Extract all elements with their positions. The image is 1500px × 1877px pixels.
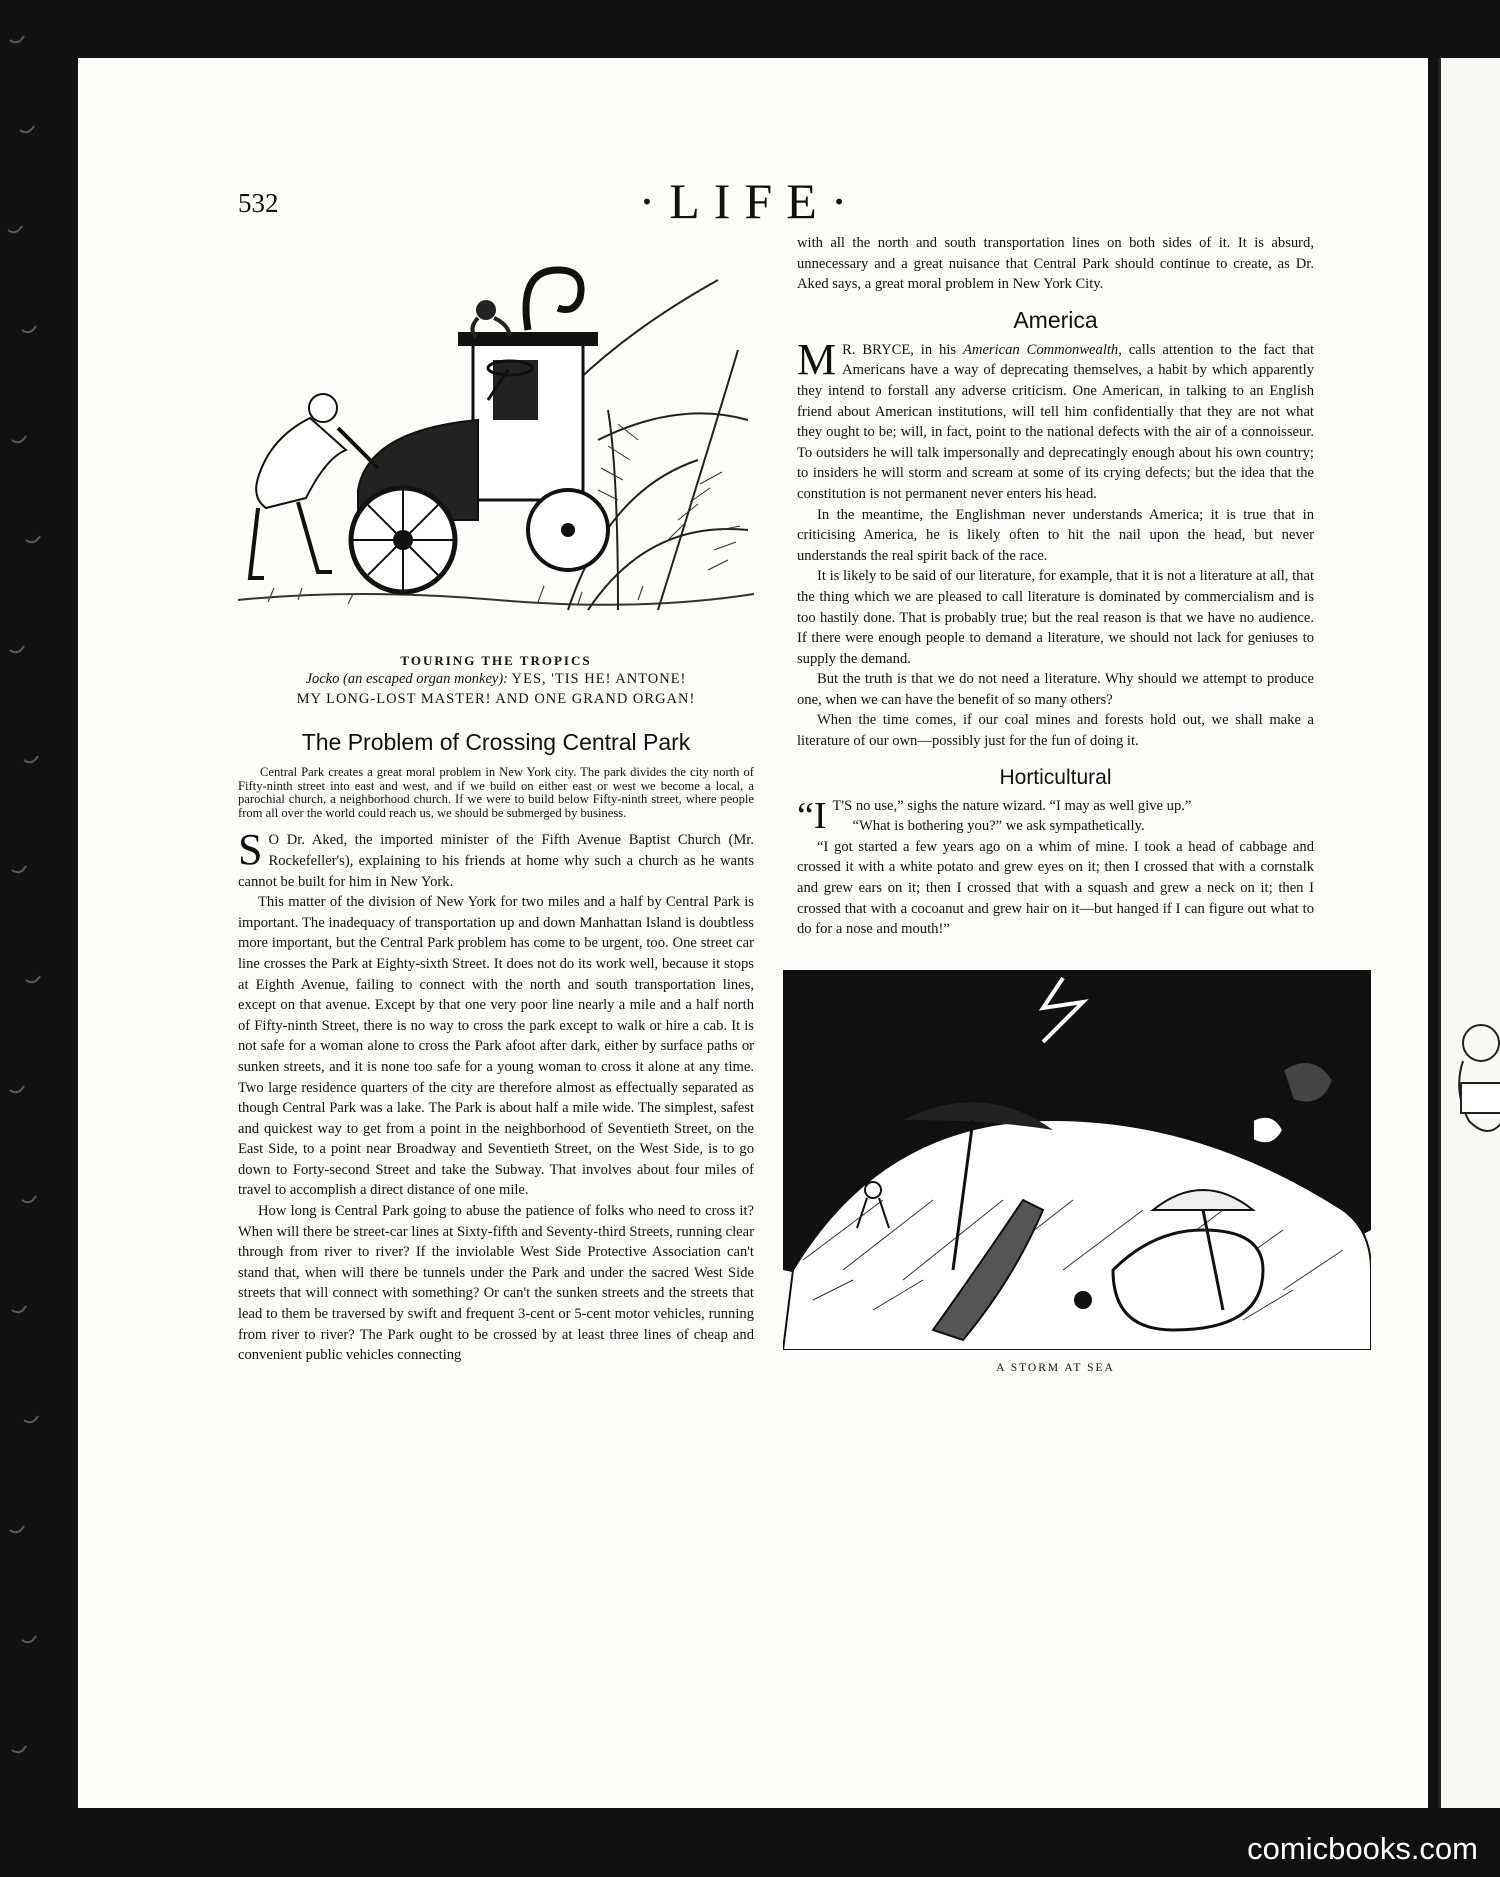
article-paragraph: When the time comes, if our coal mines and forests hold out, we shall make a literature of our own—possibly just for the fun of doing it.: [797, 712, 1314, 750]
article-paragraph: This matter of the division of New York for two miles and a half by Central Park is important. The inadequacy of transportation up and down Manhattan Island is doubtless more important, but the Central Park problem has come to be urgent, too. One street car line crosses the Park at Eighty-sixth Street. It does not do its work well, because it stops at Eighth Avenue, failing to connect with the north and south transportation lines, except on that avenue. Except by that one very poor line nearly a mile and a half north of Fifty-ninth Street, there is no way to cross the park except to walk or hire a cab. It is not safe for a woman alone to cross the Park afoot after dark, either by surface paths or sunken streets, and it is none too safe for a young woman to cross it alone at any time. Two large residence quarters of the city are therefore almost as effectually separated as though Central Park was a lake. The Park is about half a mile wide. The simplest, safest and quickest way to get from a point in the neighborhood of Seventieth Street, on the East Side, to a point near Broadway and Seventieth Street, on the West Side, is to go down to Forty-second Street and take the Subway. That involves about four miles of travel to accomplish a direct distance of one mile.: [238, 894, 754, 1199]
cartoon-line-1: YES, 'TIS HE! ANTONE!: [511, 671, 687, 687]
article-paragraph: In the meantime, the Englishman never understands America; it is true that in criticising America, he is likely often to hit the nail upon the head, but never understands the real spirit back of the race.: [797, 506, 1314, 564]
article-paragraph: It is likely to be said of our literature, for example, that it is not a literature at all, that the thing which we are pleased to call literature is dominated by commercialism and is too hastily done. That is probably true; but the real reason is that we have no audience. If there were enough people to demand a literature, we should not lack for geniuses to supply the demand.: [797, 568, 1314, 667]
section-title-america: America: [1013, 306, 1098, 333]
article-paragraph: M R. BRYCE, in his American Commonwealth, calls attention to the fact that Americans have a way of deprecating themselves, a habit by which apparently they intend to forstall any adverse criticism. One American, in talking to an English friend about American institutions, will tell him confidentially that they are not what they ought to be; will, in fact, point to the national defects with the air of a connoisseur. To outsiders he will talk impersonally and deprecatingly enough about his own country; to insiders he will storm and scream at some of its crying defects; but the idea that the constitution is not permanent never enters his head.: [797, 334, 1315, 502]
adjacent-page-figure: [1441, 58, 1500, 1808]
page-number: 532: [238, 188, 279, 218]
article-paragraph: “I T'S no use,” sighs the nature wizard. “I may as well give up.”: [797, 794, 1192, 837]
scan-spine-edge: [0, 0, 78, 1877]
article-continuation: with all the north and south transportation lines on both sides of it. It is absurd, unnecessary and a great nuisance that Central Park should continue to create, as Dr. Aked says, a great moral problem in New York City.: [797, 235, 1314, 293]
drop-cap: “I: [797, 794, 827, 837]
drop-cap: M: [797, 334, 837, 384]
touring-the-tropics-illustration: [238, 240, 754, 640]
left-column: [238, 240, 754, 1366]
drop-cap: S: [238, 825, 263, 875]
article-summary: Central Park creates a great moral problem in New York city. The park divides the city north of Fifty-ninth street into east and west, and if we build on either east or west we become a local, a parochial church, a neighborhood church. If we were to build below Fifty-ninth street, where people from all over the world could reach us, we should be submerged by business.: [238, 765, 754, 820]
right-column: [797, 233, 1314, 1374]
cartoon-speaker: Jocko (an escaped organ monkey):: [305, 671, 508, 687]
article-paragraph: But the truth is that we do not need a literature. Why should we attempt to produce one, when we can have the benefit of so many others?: [797, 671, 1314, 708]
section-title-horticultural: Horticultural: [999, 765, 1112, 789]
article-paragraph: How long is Central Park going to abuse the patience of folks who need to cross it? When will there be street-car lines at Sixty-fifth and Seventy-third Streets, running clear through from river to river? If the inviolable West Side Protective Association can't stand that, when will there be tunnels under the Park and under the sacred West Side streets that will connect with something? Or can't the sunken streets and the streets that lead to them be traversed by swift and frequent 3-cent or 5-cent motor vehicles, running from river to river? The Park ought to be crossed by at least three lines of cheap and convenient public vehicles connecting: [238, 1203, 754, 1364]
cartoon-title: TOURING THE TROPICS: [400, 653, 592, 668]
adjacent-page-edge: [1438, 58, 1500, 1808]
article-paragraph: “What is bothering you?” we ask sympathetically.: [852, 818, 1145, 835]
cartoon-line-2: MY LONG-LOST MASTER! AND ONE GRAND ORGAN!: [296, 691, 696, 707]
storm-at-sea-illustration: [783, 970, 1371, 1350]
article-paragraph: S O Dr. Aked, the imported minister of the Fifth Avenue Baptist Church (Mr. Rockefeller's), explaining to his friends at home why such a church as he wants cannot be built for him in New York.: [238, 825, 754, 890]
book-title: American Commonwealth,: [962, 341, 1122, 358]
article-paragraph: “I got started a few years ago on a whim of mine. I took a head of cabbage and crossed it with a white potato and grew eyes on it; then I crossed that with a cornstalk and grew ears on it; then I crossed that with a squash and grew a neck on it; then I crossed that with a cocoanut and grew hair on it—but hanged if I can figure out what to do for a nose and mouth!”: [797, 838, 1314, 938]
cartoon-caption: A STORM AT SEA: [996, 1361, 1115, 1374]
magazine-masthead: ·LIFE·: [638, 173, 862, 229]
watermark: comicbooks.com: [1247, 1831, 1478, 1866]
cartoon-caption: [238, 669, 754, 709]
article-title: The Problem of Crossing Central Park: [301, 729, 691, 755]
